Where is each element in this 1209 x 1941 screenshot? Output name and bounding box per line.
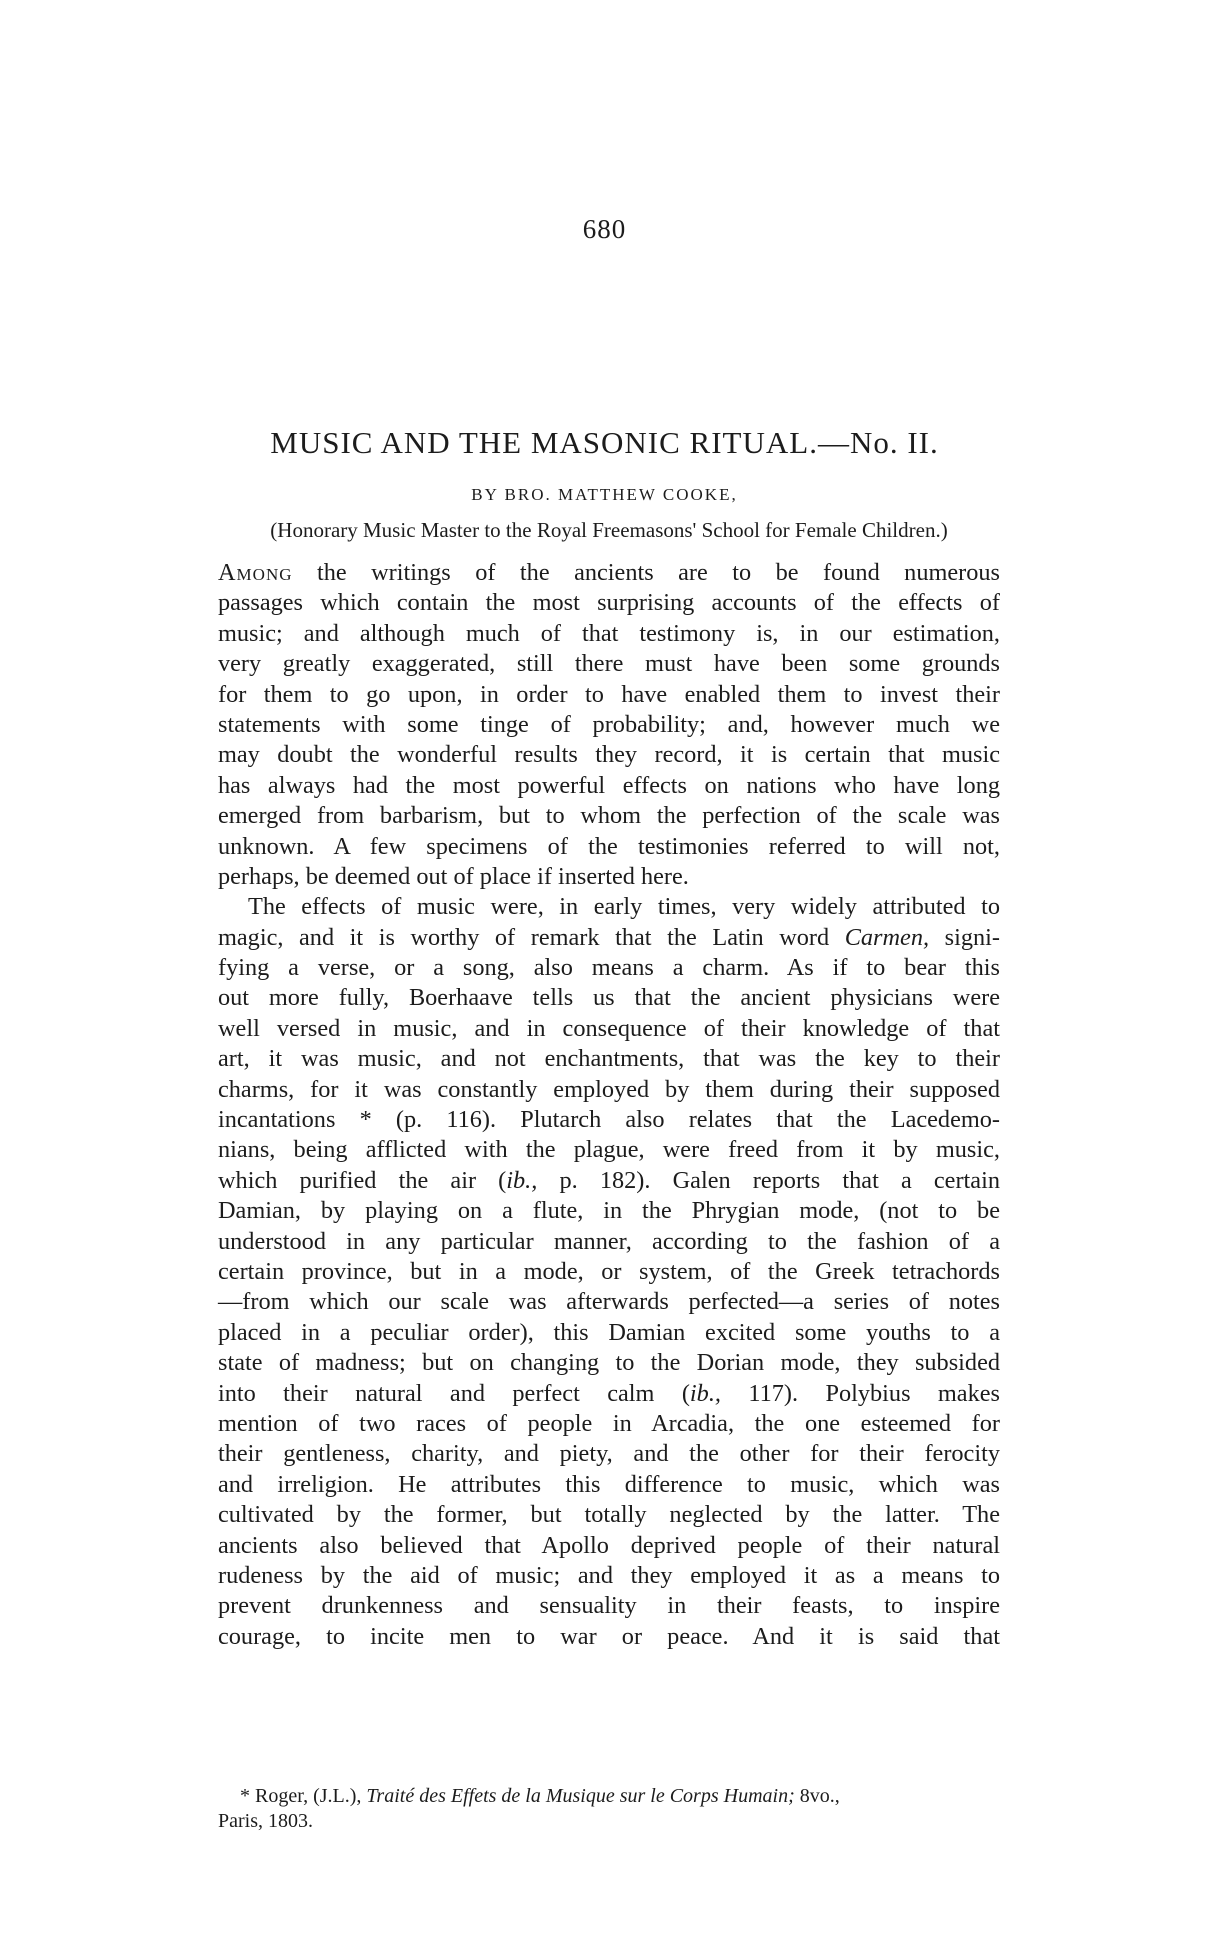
text-line: courage, to incite men to war or peace. And it is said that [218, 1622, 1000, 1650]
text-line: charms, for it was constantly employed by them during their supposed [218, 1075, 1000, 1103]
text-line: may doubt the wonderful results they record, it is certain that music [218, 741, 1000, 769]
text-line: cultivated by the former, but totally neglected by the latter. The [218, 1501, 1000, 1529]
article-title: MUSIC AND THE MASONIC RITUAL.—No. II. [270, 425, 939, 460]
text-line: unknown. A few specimens of the testimonies referred to will not, [218, 832, 1000, 860]
text-line: art, it was music, and not enchantments, that was the key to their [218, 1045, 1000, 1073]
text-line: fying a verse, or a song, also means a charm. As if to bear this [218, 954, 1000, 982]
text-line: passages which contain the most surprising accounts of the effects of [218, 589, 1000, 617]
footnote [218, 1784, 1000, 1834]
text-line: rudeness by the aid of music; and they employed it as a means to [218, 1561, 1000, 1589]
text-line: Among the writings of the ancients are to be found numerous [218, 559, 1000, 586]
page-number: 680 [582, 214, 627, 244]
byline: BY BRO. MATTHEW COOKE, [471, 485, 738, 504]
text-line: mention of two races of people in Arcadia, the one esteemed for [218, 1409, 1000, 1437]
text-line: —from which our scale was afterwards perfected—a series of notes [218, 1288, 1000, 1316]
text-line: placed in a peculiar order), this Damian excited some youths to a [218, 1318, 1000, 1346]
article-body [218, 558, 1000, 1652]
text-line: state of madness; but on changing to the Dorian mode, they subsided [218, 1349, 1000, 1377]
footnote-marker: * [240, 1785, 255, 1807]
text-line: Damian, by playing on a flute, in the Phrygian mode, (not to be [218, 1197, 1000, 1225]
footnote-line: * Roger, (J.L.), Traité des Effets de la Musique sur le Corps Humain; 8vo., [240, 1785, 840, 1807]
text-line: ancients also believed that Apollo deprived people of their natural [218, 1531, 1000, 1559]
author-affiliation: (Honorary Music Master to the Royal Freemasons' School for Female Children.) [270, 518, 948, 542]
text-line: well versed in music, and in consequence of their knowledge of that [218, 1014, 1000, 1042]
footnote-work-title: Traité des Effets de la Musique sur le Corps Humain; [366, 1785, 795, 1807]
latin-word: Carmen, [844, 923, 930, 951]
paragraph-2 [218, 892, 1000, 1652]
text-line: statements with some tinge of probability; and, however much we [218, 710, 1000, 738]
text-line: incantations * (p. 116). Plutarch also relates that the Lacedemo- [218, 1106, 1000, 1134]
text-line: emerged from barbarism, but to whom the perfection of the scale was [218, 802, 1000, 830]
text-line: perhaps, be deemed out of place if inserted here. [218, 862, 689, 890]
text-line: The effects of music were, in early times, very widely attributed to [248, 893, 1000, 921]
text-line: into their natural and perfect calm (ib., 117). Polybius makes [218, 1379, 1000, 1407]
text-line: out more fully, Boerhaave tells us that the ancient physicians were [218, 984, 1000, 1012]
paragraph-1 [218, 558, 1000, 892]
text-line: which purified the air (ib., p. 182). Galen reports that a certain [218, 1166, 1000, 1194]
text-line: certain province, but in a mode, or system, of the Greek tetrachords [218, 1257, 1000, 1285]
text-line: very greatly exaggerated, still there must have been some grounds [218, 650, 1000, 678]
text-line: has always had the most powerful effects on nations who have long [218, 771, 1000, 799]
text-line: music; and although much of that testimony is, in our estimation, [218, 619, 1000, 647]
text-line: for them to go upon, in order to have enabled them to invest their [218, 680, 1000, 708]
text-line: nians, being afflicted with the plague, were freed from it by music, [218, 1136, 1000, 1164]
text-line: magic, and it is worthy of remark that the Latin word Carmen, signi- [218, 923, 1000, 951]
text-line: their gentleness, charity, and piety, and the other for their ferocity [218, 1440, 1000, 1468]
text-line: prevent drunkenness and sensuality in their feasts, to inspire [218, 1592, 1000, 1620]
drop-word: Among [218, 559, 293, 586]
text-line: and irreligion. He attributes this difference to music, which was [218, 1470, 1000, 1498]
text-line: understood in any particular manner, according to the fashion of a [218, 1227, 1000, 1255]
footnote-line: Paris, 1803. [218, 1810, 313, 1832]
